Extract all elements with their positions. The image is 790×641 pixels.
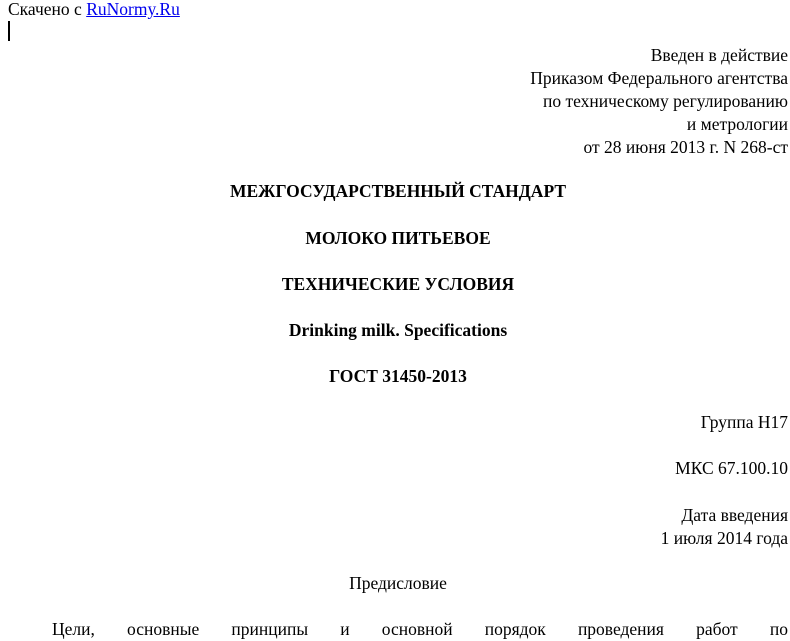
foreword-heading: Предисловие — [349, 573, 447, 593]
gost-number: ГОСТ 31450-2013 — [329, 366, 467, 386]
foreword-word: Цели, — [52, 619, 95, 639]
foreword-word: принципы — [231, 619, 309, 639]
runormy-link[interactable]: RuNormy.Ru — [86, 0, 180, 19]
enacted-line-4: и метрологии — [686, 114, 788, 134]
english-title: Drinking milk. Specifications — [288, 320, 508, 340]
foreword-word: работ — [696, 619, 738, 639]
standard-type-title: МЕЖГОСУДАРСТВЕННЫЙ СТАНДАРТ — [229, 181, 567, 201]
foreword-word: основной — [381, 619, 453, 639]
foreword-word: порядок — [484, 619, 546, 639]
conditions-title: ТЕХНИЧЕСКИЕ УСЛОВИЯ — [281, 274, 515, 294]
foreword-word: по — [769, 619, 788, 639]
enacted-line-1: Введен в действие — [650, 45, 788, 65]
download-note — [8, 0, 180, 21]
foreword-word: и — [340, 619, 350, 639]
product-title: МОЛОКО ПИТЬЕВОЕ — [305, 228, 491, 248]
enacted-line-2: Приказом Федерального агентства — [530, 68, 788, 88]
group-code: Группа Н17 — [700, 412, 788, 432]
foreword-first-line — [52, 618, 788, 641]
download-prefix: Скачено с — [8, 0, 87, 19]
foreword-word: проведения — [577, 619, 664, 639]
intro-date-label: Дата введения — [681, 505, 788, 525]
foreword-word: основные — [127, 619, 200, 639]
enacted-line-5: от 28 июня 2013 г. N 268-ст — [583, 137, 788, 157]
mks-code: МКС 67.100.10 — [675, 458, 788, 478]
intro-date-value: 1 июля 2014 года — [660, 528, 788, 548]
enacted-line-3: по техническому регулированию — [542, 91, 788, 111]
text-cursor — [8, 21, 10, 41]
